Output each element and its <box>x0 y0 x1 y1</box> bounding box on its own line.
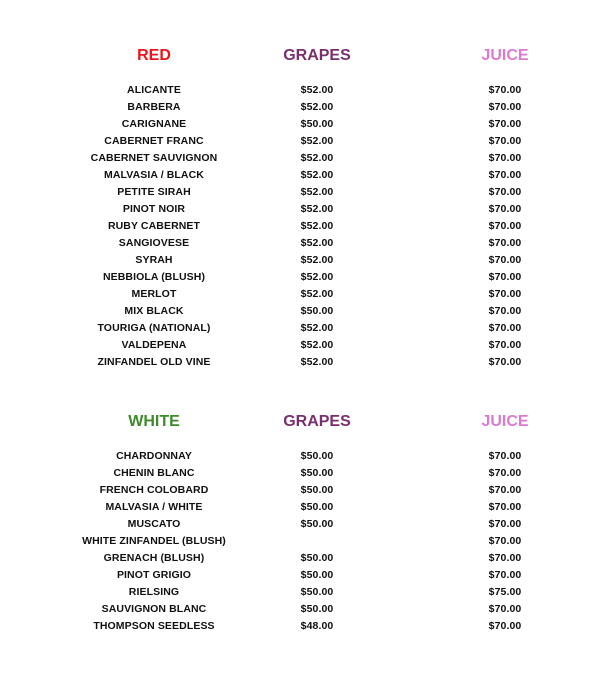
juice-price: $70.00 <box>488 484 522 496</box>
variety-name: WHITE ZINFANDEL (BLUSH) <box>82 535 226 547</box>
red-table-row <box>0 133 608 150</box>
variety-name: GRENACH (BLUSH) <box>103 552 205 564</box>
juice-price: $70.00 <box>488 118 522 130</box>
grapes-price: $52.00 <box>300 203 334 215</box>
juice-price: $70.00 <box>488 339 522 351</box>
grapes-price: $50.00 <box>300 586 334 598</box>
variety-name: MERLOT <box>131 288 177 300</box>
variety-name: ZINFANDEL OLD VINE <box>97 356 211 368</box>
juice-price: $70.00 <box>488 152 522 164</box>
juice-price: $70.00 <box>488 501 522 513</box>
white-grapes-heading: GRAPES <box>283 413 351 430</box>
white-table-row <box>0 465 608 482</box>
grapes-price: $50.00 <box>300 603 334 615</box>
grapes-price: $50.00 <box>300 518 334 530</box>
red-table-row <box>0 354 608 371</box>
variety-name: PINOT GRIGIO <box>116 569 192 581</box>
grapes-price: $52.00 <box>300 339 334 351</box>
red-juice-heading: JUICE <box>481 47 529 64</box>
grapes-price: $52.00 <box>300 288 334 300</box>
variety-name: BARBERA <box>127 101 181 113</box>
grapes-price: $52.00 <box>300 135 334 147</box>
white-table-row <box>0 499 608 516</box>
juice-price: $70.00 <box>488 305 522 317</box>
grapes-price: $52.00 <box>300 186 334 198</box>
variety-name: ALICANTE <box>127 84 181 96</box>
white-table-row <box>0 567 608 584</box>
juice-price: $70.00 <box>488 450 522 462</box>
variety-name: MUSCATO <box>127 518 181 530</box>
variety-name: SANGIOVESE <box>118 237 190 249</box>
white-price-list <box>0 448 608 635</box>
red-table-row <box>0 150 608 167</box>
red-table-row <box>0 286 608 303</box>
red-table-row <box>0 269 608 286</box>
grapes-price: $50.00 <box>300 467 334 479</box>
red-table-row <box>0 167 608 184</box>
grapes-price: $52.00 <box>300 220 334 232</box>
white-table-row <box>0 482 608 499</box>
variety-name: PINOT NOIR <box>122 203 186 215</box>
variety-name: CABERNET FRANC <box>104 135 204 147</box>
juice-price: $70.00 <box>488 288 522 300</box>
white-section <box>0 410 608 635</box>
red-heading: RED <box>137 47 171 64</box>
red-table-row <box>0 116 608 133</box>
grapes-price: $50.00 <box>300 305 334 317</box>
grapes-price: $50.00 <box>300 569 334 581</box>
red-table-row <box>0 201 608 218</box>
white-table-row <box>0 533 608 550</box>
red-table-row <box>0 235 608 252</box>
grapes-price: $52.00 <box>300 152 334 164</box>
white-table-row <box>0 550 608 567</box>
grapes-price: $52.00 <box>300 322 334 334</box>
variety-name: VALDEPENA <box>121 339 187 351</box>
red-grapes-heading: GRAPES <box>283 47 351 64</box>
white-table-row <box>0 618 608 635</box>
grapes-price: $50.00 <box>300 501 334 513</box>
grapes-price: $50.00 <box>300 552 334 564</box>
white-heading: WHITE <box>128 413 180 430</box>
variety-name: MIX BLACK <box>124 305 184 317</box>
variety-name: CABERNET SAUVIGNON <box>90 152 218 164</box>
white-header-row <box>0 410 608 434</box>
grapes-price: $52.00 <box>300 237 334 249</box>
red-section <box>0 44 608 371</box>
juice-price: $70.00 <box>488 552 522 564</box>
grapes-price: $52.00 <box>300 254 334 266</box>
white-table-row <box>0 448 608 465</box>
red-table-row <box>0 303 608 320</box>
juice-price: $70.00 <box>488 101 522 113</box>
juice-price: $70.00 <box>488 467 522 479</box>
variety-name: NEBBIOLA (BLUSH) <box>102 271 206 283</box>
variety-name: CHARDONNAY <box>116 450 192 462</box>
variety-name: MALVASIA / WHITE <box>105 501 203 513</box>
variety-name: RUBY CABERNET <box>107 220 201 232</box>
juice-price: $70.00 <box>488 569 522 581</box>
variety-name: CHENIN BLANC <box>113 467 195 479</box>
grapes-price: $48.00 <box>300 620 334 632</box>
variety-name: TOURIGA (NATIONAL) <box>97 322 211 334</box>
juice-price: $70.00 <box>488 603 522 615</box>
red-table-row <box>0 337 608 354</box>
variety-name: SAUVIGNON BLANC <box>101 603 207 615</box>
grapes-price: $50.00 <box>300 118 334 130</box>
variety-name: PETITE SIRAH <box>117 186 191 198</box>
variety-name: CARIGNANE <box>121 118 187 130</box>
juice-price: $70.00 <box>488 203 522 215</box>
juice-price: $75.00 <box>488 586 522 598</box>
grapes-price: $52.00 <box>300 101 334 113</box>
white-table-row <box>0 601 608 618</box>
grapes-price: $52.00 <box>300 356 334 368</box>
juice-price: $70.00 <box>488 135 522 147</box>
white-juice-heading: JUICE <box>481 413 529 430</box>
grapes-price: $52.00 <box>300 271 334 283</box>
red-table-row <box>0 99 608 116</box>
red-table-row <box>0 252 608 269</box>
juice-price: $70.00 <box>488 186 522 198</box>
grapes-price: $52.00 <box>300 84 334 96</box>
variety-name: RIELSING <box>128 586 180 598</box>
variety-name: FRENCH COLOBARD <box>99 484 209 496</box>
red-table-row <box>0 184 608 201</box>
juice-price: $70.00 <box>488 620 522 632</box>
juice-price: $70.00 <box>488 254 522 266</box>
red-table-row <box>0 82 608 99</box>
variety-name: MALVASIA / BLACK <box>104 169 204 181</box>
variety-name: THOMPSON SEEDLESS <box>93 620 215 632</box>
juice-price: $70.00 <box>488 169 522 181</box>
juice-price: $70.00 <box>488 535 522 547</box>
red-table-row <box>0 218 608 235</box>
variety-name: SYRAH <box>135 254 173 266</box>
white-table-row <box>0 584 608 601</box>
juice-price: $70.00 <box>488 322 522 334</box>
red-table-row <box>0 320 608 337</box>
juice-price: $70.00 <box>488 237 522 249</box>
white-table-row <box>0 516 608 533</box>
juice-price: $70.00 <box>488 356 522 368</box>
grapes-price: $50.00 <box>300 484 334 496</box>
grapes-price: $50.00 <box>300 450 334 462</box>
white-spacer <box>0 434 608 448</box>
juice-price: $70.00 <box>488 271 522 283</box>
red-header-row <box>0 44 608 68</box>
juice-price: $70.00 <box>488 518 522 530</box>
juice-price: $70.00 <box>488 220 522 232</box>
red-spacer <box>0 68 608 82</box>
grapes-price: $52.00 <box>300 169 334 181</box>
red-price-list <box>0 82 608 371</box>
juice-price: $70.00 <box>488 84 522 96</box>
